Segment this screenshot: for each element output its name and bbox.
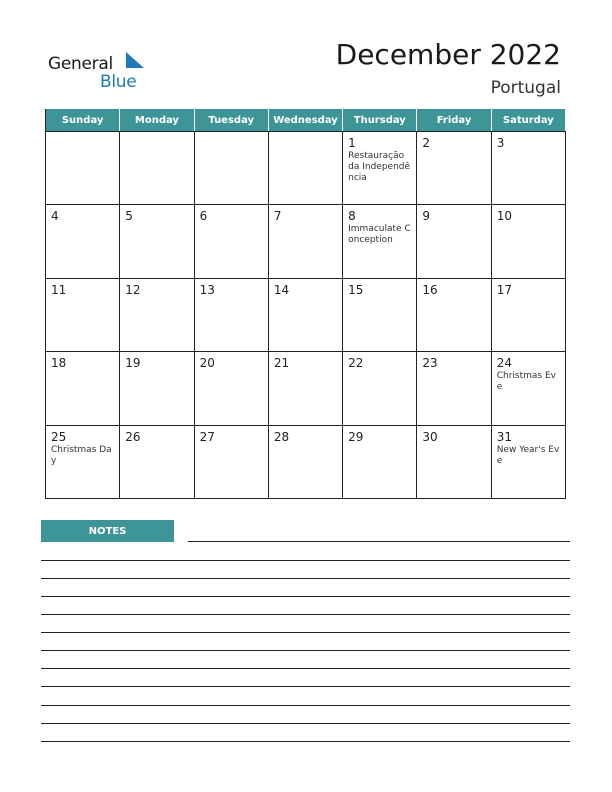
notes-line bbox=[188, 541, 570, 542]
notes-line bbox=[41, 668, 570, 669]
day-number: 8 bbox=[348, 209, 356, 224]
day-number: 11 bbox=[51, 282, 67, 297]
day-number: 26 bbox=[125, 429, 141, 444]
day-number: 1 bbox=[348, 136, 356, 150]
holiday-label: New Year's Eve bbox=[496, 444, 560, 466]
page-title: December 2022 bbox=[335, 38, 561, 71]
notes-line bbox=[41, 686, 570, 687]
day-cell bbox=[492, 204, 566, 277]
day-cell bbox=[46, 425, 120, 498]
weekday-header-friday: Friday bbox=[417, 109, 491, 131]
brand-logo bbox=[48, 52, 148, 92]
day-number: 20 bbox=[199, 356, 215, 371]
day-number: 31 bbox=[496, 429, 512, 444]
day-number: 10 bbox=[496, 209, 512, 224]
day-number: 24 bbox=[496, 356, 512, 371]
day-number: 15 bbox=[348, 282, 364, 297]
weekday-header-thursday: Thursday bbox=[343, 109, 417, 131]
day-cell bbox=[492, 131, 566, 204]
day-cell bbox=[343, 131, 417, 204]
day-number: 29 bbox=[348, 429, 364, 444]
flag-triangle-icon bbox=[126, 52, 146, 70]
holiday-label: Restauração da Independência bbox=[348, 151, 411, 183]
day-cell bbox=[195, 351, 269, 424]
notes-line bbox=[41, 650, 570, 651]
day-cell bbox=[269, 204, 343, 277]
day-cell bbox=[46, 131, 120, 204]
day-cell bbox=[343, 278, 417, 351]
day-cell bbox=[492, 351, 566, 424]
day-number: 17 bbox=[496, 282, 512, 297]
notes-line bbox=[41, 723, 570, 724]
day-number: 13 bbox=[199, 282, 215, 297]
weekday-header-wednesday: Wednesday bbox=[269, 109, 343, 131]
day-number: 19 bbox=[125, 356, 141, 371]
day-cell bbox=[120, 351, 194, 424]
day-number: 22 bbox=[348, 356, 364, 371]
day-number: 7 bbox=[273, 209, 282, 224]
day-cell bbox=[417, 425, 491, 498]
day-number: 18 bbox=[51, 356, 67, 371]
holiday-label: Immaculate Conception bbox=[348, 224, 411, 246]
day-cell bbox=[492, 278, 566, 351]
day-number: 2 bbox=[422, 136, 431, 150]
day-cell bbox=[195, 131, 269, 204]
weekday-header-monday: Monday bbox=[120, 109, 194, 131]
day-number: 23 bbox=[422, 356, 438, 371]
day-cell bbox=[269, 131, 343, 204]
day-number: 16 bbox=[422, 282, 438, 297]
day-number: 30 bbox=[422, 429, 438, 444]
day-cell bbox=[120, 204, 194, 277]
day-cell bbox=[46, 351, 120, 424]
day-number: 12 bbox=[125, 282, 141, 297]
day-cell bbox=[417, 351, 491, 424]
notes-line bbox=[41, 614, 570, 615]
weekday-header-sunday: Sunday bbox=[46, 109, 120, 131]
day-number: 28 bbox=[273, 429, 290, 444]
holiday-label: Christmas Day bbox=[51, 444, 112, 466]
weekday-header-tuesday: Tuesday bbox=[195, 109, 269, 131]
notes-line bbox=[41, 741, 570, 742]
day-number: 5 bbox=[125, 209, 133, 224]
notes-line bbox=[41, 578, 570, 579]
day-cell bbox=[46, 278, 120, 351]
day-number: 3 bbox=[496, 136, 505, 150]
brand-name-general: General bbox=[48, 54, 113, 74]
day-number: 6 bbox=[199, 209, 208, 224]
day-cell bbox=[417, 131, 491, 204]
day-cell bbox=[195, 204, 269, 277]
brand-name-blue: Blue bbox=[100, 72, 137, 92]
calendar-grid bbox=[45, 109, 566, 499]
day-cell bbox=[269, 351, 343, 424]
notes-line bbox=[41, 596, 570, 597]
day-cell bbox=[417, 204, 491, 277]
notes-line bbox=[41, 560, 570, 561]
day-number: 14 bbox=[273, 282, 290, 297]
day-cell bbox=[46, 204, 120, 277]
day-cell bbox=[417, 278, 491, 351]
country-label: Portugal bbox=[490, 78, 561, 98]
day-number: 9 bbox=[422, 209, 431, 224]
day-cell bbox=[195, 425, 269, 498]
day-cell bbox=[120, 131, 194, 204]
day-cell bbox=[120, 425, 194, 498]
weekday-header-saturday: Saturday bbox=[492, 109, 566, 131]
day-cell bbox=[343, 351, 417, 424]
notes-line bbox=[41, 705, 570, 706]
day-cell bbox=[269, 425, 343, 498]
day-cell bbox=[343, 204, 417, 277]
notes-header: NOTES bbox=[41, 520, 174, 542]
day-number: 4 bbox=[51, 209, 59, 224]
notes-line bbox=[41, 632, 570, 633]
holiday-label: Christmas Eve bbox=[496, 371, 556, 393]
day-cell bbox=[120, 278, 194, 351]
day-number: 27 bbox=[199, 429, 215, 444]
day-number: 21 bbox=[273, 356, 290, 371]
day-cell bbox=[492, 425, 566, 498]
day-number: 25 bbox=[51, 429, 67, 444]
day-cell bbox=[343, 425, 417, 498]
day-cell bbox=[269, 278, 343, 351]
day-cell bbox=[195, 278, 269, 351]
